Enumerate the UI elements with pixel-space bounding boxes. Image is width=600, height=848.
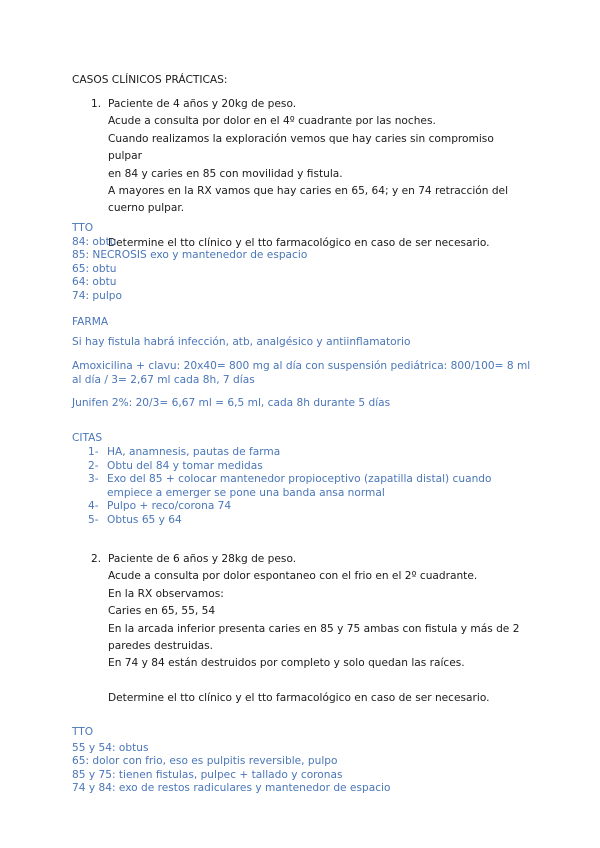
farma-paragraph-3: Junifen 2%: 20/3= 6,67 ml = 6,5 ml, cada 8h durante 5 días [72, 397, 391, 409]
citas-item-text: Obtu del 84 y tomar medidas [107, 459, 263, 472]
citas-item [88, 514, 538, 528]
tto-2-heading: TTO [72, 726, 94, 738]
case-2-line: En 74 y 84 están destruidos por completo y solo quedan las raíces. [108, 657, 465, 670]
citas-item-text: empiece a emerger se pone una banda ansa normal [107, 486, 385, 499]
citas-item-number: 3- [88, 473, 99, 486]
tto-1-line: 74: pulpo [72, 289, 123, 302]
citas-item-text: HA, anamnesis, pautas de farma [107, 446, 281, 458]
case-1-line: A mayores en la RX vamos que hay caries en 65, 64; y en 74 retracción del [108, 185, 509, 198]
tto-2-line: 74 y 84: exo de restos radiculares y mantenedor de espacio [72, 782, 391, 795]
citas-item-text: Pulpo + reco/corona 74 [107, 500, 232, 513]
farma-paragraph-2-line: Amoxicilina + clavu: 20x40= 800 mg al día con suspensión pediátrica: 800/100= 8 ml [72, 360, 531, 372]
tto-1-line: 84: obtu [72, 235, 117, 248]
case-1-line: Cuando realizamos la exploración vemos que hay caries sin compromiso pulpar [108, 132, 494, 163]
case-1-number: 1. [91, 98, 102, 110]
tto-1-line: 65: obtu [72, 262, 117, 275]
farma-heading: FARMA [72, 316, 109, 328]
case-1-question: Determine el tto clínico y el tto farmacológico en caso de ser necesario. [108, 236, 490, 249]
case-2-line: En la RX observamos: [108, 587, 224, 600]
case-1-line: en 84 y caries en 85 con movilidad y fistula. [108, 167, 343, 180]
case-2-line: En la arcada inferior presenta caries en 85 y 75 ambas con fistula y más de 2 [108, 622, 520, 635]
tto-2-line: 85 y 75: tienen fistulas, pulpec + tallado y coronas [72, 768, 343, 781]
citas-item [88, 446, 538, 460]
farma-paragraph-1: Si hay fistula habrá infección, atb, analgésico y antiinflamatorio [72, 336, 411, 348]
farma-paragraph-2-line: al día / 3= 2,67 ml cada 8h, 7 días [72, 373, 255, 386]
citas-list [88, 446, 538, 528]
case-1-line: cuerno pulpar. [108, 202, 185, 215]
citas-item-text: Exo del 85 + colocar mantenedor propioceptivo (zapatilla distal) cuando [107, 473, 492, 486]
case-2-number: 2. [91, 553, 102, 565]
case-1-line: Paciente de 4 años y 20kg de peso. [108, 98, 297, 110]
citas-item-text: Obtus 65 y 64 [107, 513, 182, 526]
case-2-question: Determine el tto clínico y el tto farmacológico en caso de ser necesario. [108, 691, 490, 704]
farma-paragraph-2 [72, 360, 537, 387]
citas-item [88, 460, 538, 474]
tto-1-line: 85: NECROSIS exo y mantenedor de espacio [72, 249, 308, 262]
document-title: CASOS CLÍNICOS PRÁCTICAS: [72, 74, 228, 86]
tto-2-line: 65: dolor con frio, eso es pulpitis reversible, pulpo [72, 755, 338, 768]
citas-item [88, 500, 538, 514]
citas-item-number: 4- [88, 500, 99, 513]
citas-item-number: 2- [88, 459, 99, 472]
citas-item-number: 1- [88, 446, 99, 458]
case-2 [91, 551, 531, 707]
citas-heading: CITAS [72, 432, 103, 444]
case-2-line: Caries en 65, 55, 54 [108, 605, 216, 618]
case-2-line: Paciente de 6 años y 28kg de peso. [108, 553, 297, 565]
tto-2-line: 55 y 54: obtus [72, 741, 149, 754]
citas-item-number: 5- [88, 513, 99, 526]
case-2-line: paredes destruidas. [108, 640, 214, 653]
tto-1-line: 64: obtu [72, 276, 117, 289]
tto-1-section [72, 222, 542, 304]
tto-2-section [72, 726, 542, 796]
tto-1-heading: TTO [72, 222, 94, 234]
case-2-line: Acude a consulta por dolor espontaneo con el frio en el 2º cuadrante. [108, 570, 478, 583]
case-1-line: Acude a consulta por dolor en el 4º cuadrante por las noches. [108, 115, 436, 128]
citas-item [88, 473, 538, 500]
